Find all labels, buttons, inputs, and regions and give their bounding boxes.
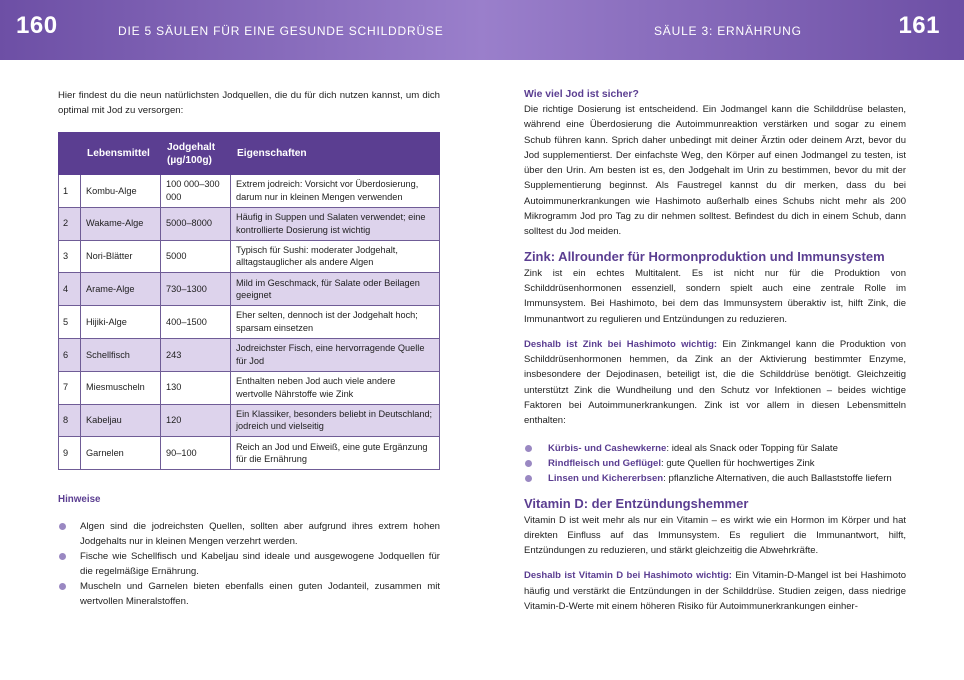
table-header-iodine: Jodgehalt (µg/100g) xyxy=(161,133,231,175)
list-item xyxy=(524,441,906,456)
bullet-dot-icon xyxy=(59,583,66,590)
row-properties: Jodreichster Fisch, eine hervorragende Quelle für Jod xyxy=(231,338,440,371)
table-row xyxy=(59,306,440,339)
table-row xyxy=(59,437,440,470)
row-number: 3 xyxy=(59,240,81,273)
row-properties: Mild im Geschmack, für Salate oder Beilagen geeignet xyxy=(231,273,440,306)
list-item xyxy=(524,471,906,486)
table-row xyxy=(59,371,440,404)
page-header-band xyxy=(0,0,964,60)
bullet-dot-icon xyxy=(59,553,66,560)
row-number: 9 xyxy=(59,437,81,470)
zinc-intro-paragraph: Zink ist ein echtes Multitalent. Es ist nicht nur für die Produktion von Schilddrüsenhormonen essenziell, sondern spielt auch eine zentrale Rolle im Immunsystem. Bei Hashimoto, bei dem das Immunsystem überaktiv ist, hilft Zink, die Immunantwort zu regulieren und Entzündungen zu reduzieren. xyxy=(524,267,906,325)
bullet-dot-icon xyxy=(525,460,532,467)
hint-text: Muscheln und Garnelen bieten ebenfalls einen guten Jodanteil, zusammen mit wertvollen Mineralstoffen. xyxy=(80,581,440,608)
iodine-safety-heading: Wie viel Jod ist sicher? xyxy=(524,89,639,100)
row-iodine: 5000–8000 xyxy=(161,207,231,240)
list-item xyxy=(58,549,440,579)
row-number: 2 xyxy=(59,207,81,240)
table-header-index xyxy=(59,133,81,175)
row-properties: Enthalten neben Jod auch viele andere wertvolle Nährstoffe wie Zink xyxy=(231,371,440,404)
row-number: 6 xyxy=(59,338,81,371)
row-food: Hijiki-Alge xyxy=(81,306,161,339)
hints-list xyxy=(58,519,440,609)
row-number: 7 xyxy=(59,371,81,404)
row-food: Miesmuscheln xyxy=(81,371,161,404)
table-row xyxy=(59,338,440,371)
bullet-dot-icon xyxy=(59,523,66,530)
hint-text: Algen sind die jodreichsten Quellen, sollten aber aufgrund ihres extrem hohen Jodgehalts nur in kleinen Mengen verzehrt werden. xyxy=(80,521,440,548)
row-number: 5 xyxy=(59,306,81,339)
list-item xyxy=(524,456,906,471)
iodine-sources-table xyxy=(58,132,440,470)
row-iodine: 5000 xyxy=(161,240,231,273)
iodine-safety-paragraph: Die richtige Dosierung ist entscheidend. Ein Jodmangel kann die Schilddrüse belasten, während eine Überdosierung die Autoimmunreaktion verstärken und sogar zu einem Schub führen kann. Sprich daher unbedingt mit deiner Ärztin oder deinem Arzt, bevor du Jod supplementierst. Der einfachste Weg, den Körper auf einen Jodmangel zu testen, ist über den Urin. Am besten ist es, den Jodgehalt im Urin zu bestimmen, bevor du mit der Supplementierung beginnst. Als Faustregel kannst du dir merken, dass du bei Autoimmunerkrankungen wie Hashimoto außerhalb eines Schubs nicht mehr als 200 Mikrogramm Jod pro Tag zu dir nehmen solltest. Befindest du dich in einem Schub, dann solltest du Jod meiden. xyxy=(524,104,906,238)
bullet-dot-icon xyxy=(525,475,532,482)
row-food: Kombu-Alge xyxy=(81,175,161,208)
row-iodine: 730–1300 xyxy=(161,273,231,306)
zinc-why-text: Ein Zinkmangel kann die Produktion von Schilddrüsenhormonen hemmen, da Zink an der Aktivierung bestimmter Enzyme, insbesondere der Dejodinasen, beteiligt ist, die die Schilddrüse benötigt. Gleichzeitig unterstützt Zink die Wundheilung und den Schutz vor Infektionen – beides wichtige Faktoren bei Autoimmunerkrankungen. Zink ist vor allem in diesen Lebensmitteln enthalten: xyxy=(524,338,906,427)
row-iodine: 130 xyxy=(161,371,231,404)
zinc-why-paragraph xyxy=(524,337,906,429)
row-properties: Eher selten, dennoch ist der Jodgehalt hoch; sparsam einsetzen xyxy=(231,306,440,339)
table-header-properties: Eigenschaften xyxy=(231,133,440,175)
row-number: 8 xyxy=(59,404,81,437)
vitamin-d-why-lead: Deshalb ist Vitamin D bei Hashimoto wichtig: xyxy=(524,570,732,582)
zinc-why-lead: Deshalb ist Zink bei Hashimoto wichtig: xyxy=(524,338,718,350)
row-properties: Ein Klassiker, besonders beliebt in Deutschland; jodreich und vielseitig xyxy=(231,404,440,437)
intro-paragraph: Hier findest du die neun natürlichsten Jodquellen, die du für dich nutzen kannst, um dich optimal mit Jod zu versorgen: xyxy=(58,90,440,116)
table-header-food: Lebensmittel xyxy=(81,133,161,175)
row-food: Kabeljau xyxy=(81,404,161,437)
food-name: Kürbis- und Cashewkerne xyxy=(548,442,667,454)
right-running-title: SÄULE 3: ERNÄHRUNG xyxy=(654,24,802,38)
table-row xyxy=(59,175,440,208)
row-number: 1 xyxy=(59,175,81,208)
row-food: Garnelen xyxy=(81,437,161,470)
food-name: Linsen und Kichererbsen xyxy=(548,473,664,485)
row-iodine: 100 000–300 000 xyxy=(161,175,231,208)
food-desc: : pflanzliche Alternativen, die auch Ballaststoffe liefern xyxy=(663,473,892,485)
row-properties: Häufig in Suppen und Salaten verwendet; eine kontrollierte Dosierung ist wichtig xyxy=(231,207,440,240)
row-iodine: 243 xyxy=(161,338,231,371)
vitamin-d-section-heading: Vitamin D: der Entzündungshemmer xyxy=(524,495,749,511)
table-row xyxy=(59,207,440,240)
left-page-number: 160 xyxy=(16,12,58,39)
row-food: Wakame-Alge xyxy=(81,207,161,240)
list-item xyxy=(58,579,440,609)
food-desc: : ideal als Snack oder Topping für Salate xyxy=(666,442,838,454)
right-page-content xyxy=(524,88,906,614)
zinc-foods-list xyxy=(524,441,906,487)
row-iodine: 120 xyxy=(161,404,231,437)
row-properties: Extrem jodreich: Vorsicht vor Überdosierung, darum nur in kleinen Mengen verwenden xyxy=(231,175,440,208)
left-running-title: DIE 5 SÄULEN FÜR EINE GESUNDE SCHILDDRÜSE xyxy=(118,24,444,38)
row-properties: Typisch für Sushi: moderater Jodgehalt, alltagstauglicher als andere Algen xyxy=(231,240,440,273)
hint-text: Fische wie Schellfisch und Kabeljau sind ideale und ausgewogene Jodquellen für die regelmäßige Ernährung. xyxy=(80,551,440,578)
row-food: Nori-Blätter xyxy=(81,240,161,273)
vitamin-d-intro-paragraph: Vitamin D ist weit mehr als nur ein Vitamin – es wirkt wie ein Hormon im Körper und hat direkten Einfluss auf das Immunsystem. Es reguliert die Immunantwort, hilft, Entzündungen zu reduzieren, und stärkt gleichzeitig die Abwehrkräfte. xyxy=(524,514,906,557)
list-item xyxy=(58,519,440,549)
vitamin-d-why-text: Ein Vitamin-D-Mangel ist bei Hashimoto häufig und verstärkt die Entzündungen in der Schilddrüse. Studien zeigen, dass niedrige Vitamin-D-Werte mit einem höheren Risiko für Autoimmunerkrankungen einher- xyxy=(524,570,906,613)
bullet-dot-icon xyxy=(525,445,532,452)
food-desc: : gute Quellen für hochwertiges Zink xyxy=(661,457,815,469)
table-row xyxy=(59,404,440,437)
table-row xyxy=(59,273,440,306)
row-food: Schellfisch xyxy=(81,338,161,371)
left-page-content xyxy=(58,88,440,609)
hints-heading: Hinweise xyxy=(58,494,101,506)
vitamin-d-why-paragraph xyxy=(524,568,906,614)
zinc-section-heading: Zink: Allrounder für Hormonproduktion und Immunsystem xyxy=(524,248,885,264)
row-iodine: 90–100 xyxy=(161,437,231,470)
row-food: Arame-Alge xyxy=(81,273,161,306)
food-name: Rindfleisch und Geflügel xyxy=(548,457,661,469)
row-iodine: 400–1500 xyxy=(161,306,231,339)
row-properties: Reich an Jod und Eiweiß, eine gute Ergänzung für die Ernährung xyxy=(231,437,440,470)
table-header-row xyxy=(59,133,440,175)
table-row xyxy=(59,240,440,273)
right-page-number: 161 xyxy=(898,12,940,39)
row-number: 4 xyxy=(59,273,81,306)
